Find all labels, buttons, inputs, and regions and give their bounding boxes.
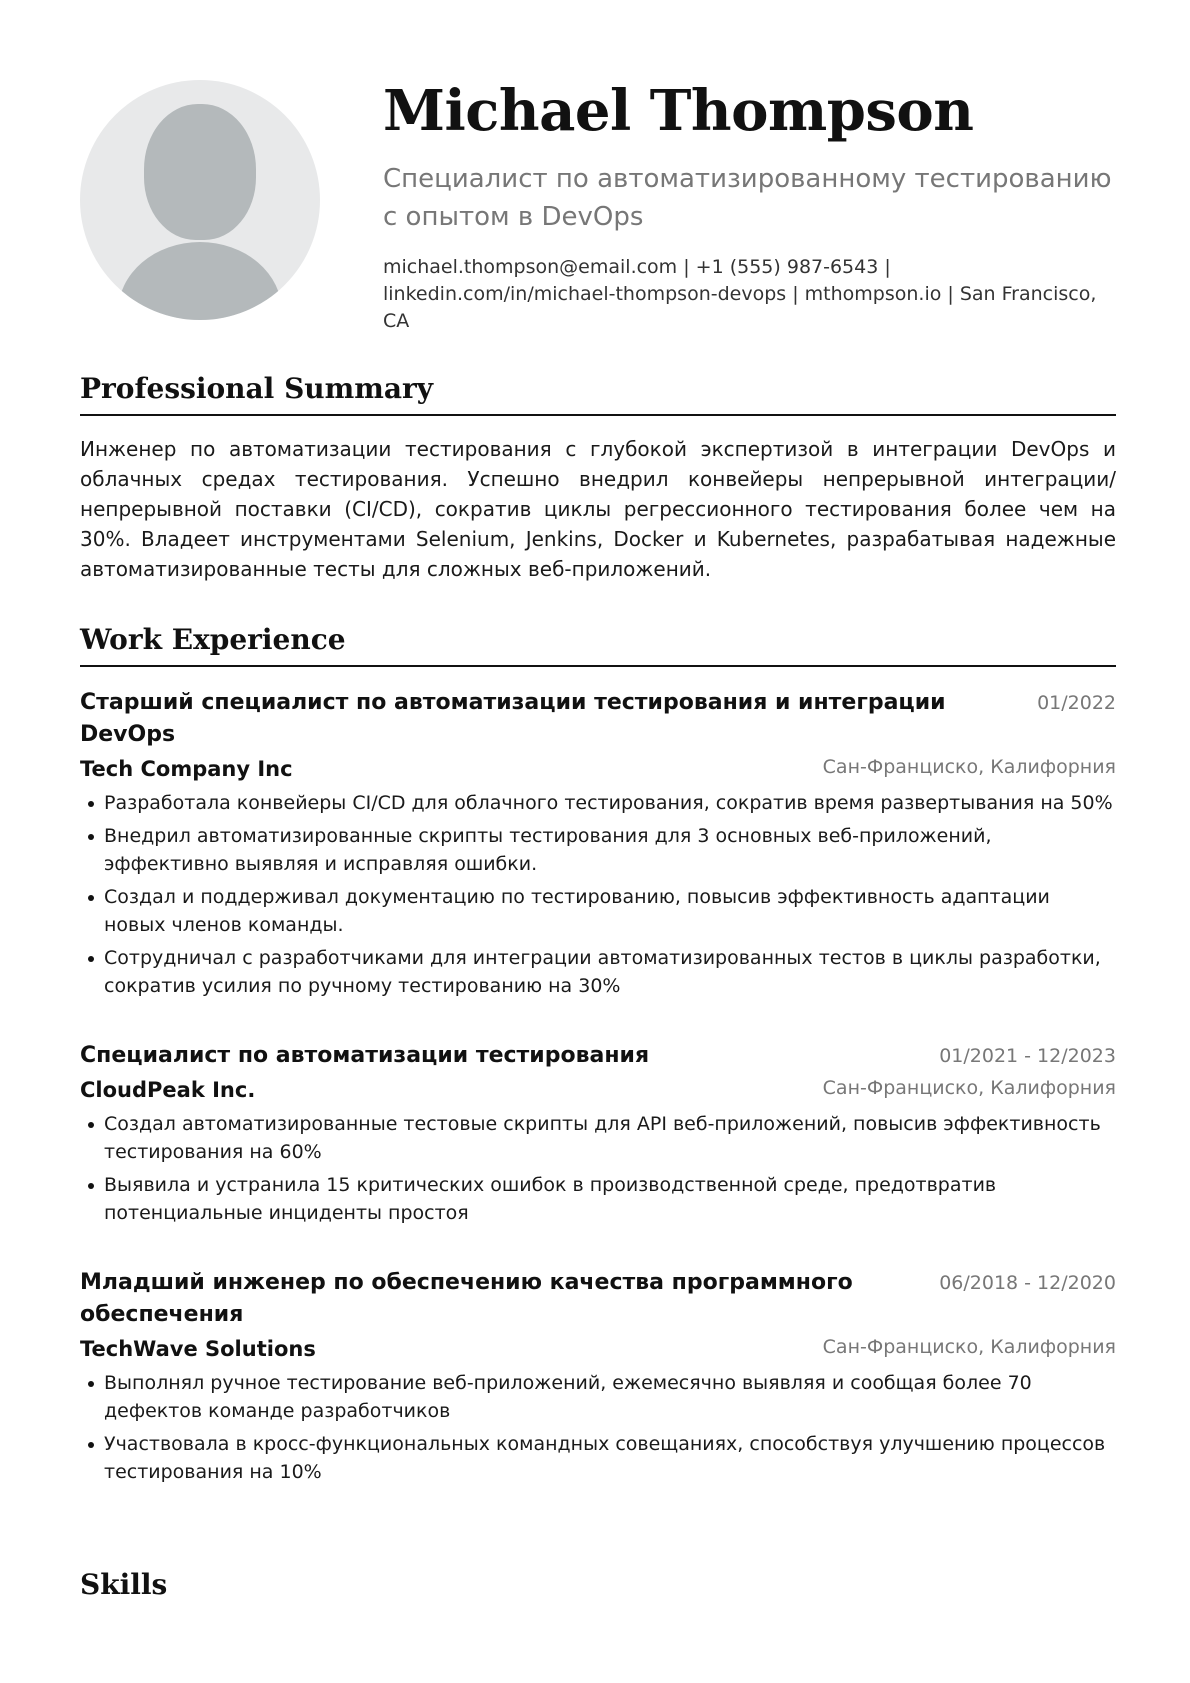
job-location: Сан-Франциско, Калифорния [822,1336,1116,1358]
job-bullet: Сотрудничал с разработчиками для интеграции автоматизированных тестов в циклы разработки, сократив усилия по ручному тестированию на 30% [80,944,1116,1000]
job-bullets [80,789,1116,1000]
job-title: Младший инженер по обеспечению качества программного обеспечения [80,1270,853,1327]
job-company: CloudPeak Inc. [80,1078,256,1102]
job-title: Специалист по автоматизации тестирования [80,1043,650,1068]
job-title: Старший специалист по автоматизации тестирования и интеграции DevOps [80,690,946,747]
job-bullet: Внедрил автоматизированные скрипты тестирования для 3 основных веб-приложений, эффективно выявляя и исправляя ошибки. [80,822,1116,878]
experience-heading: Work Experience [80,621,1116,667]
job-bullet: Участвовала в кросс-функциональных командных совещаниях, способствуя улучшению процессов тестирования на 10% [80,1430,1116,1486]
summary-section [80,370,1116,584]
skills-section [80,1566,1116,1610]
job-entry [80,687,1116,1000]
job-bullet: Создал и поддерживал документацию по тестированию, повысив эффективность адаптации новых членов команды. [80,883,1116,939]
job-location: Сан-Франциско, Калифорния [822,1077,1116,1099]
contact-line: michael.thompson@email.com | +1 (555) 987-6543 | linkedin.com/in/michael-thompson-devops | mthompson.io | San Francisco, CA [383,256,1097,332]
summary-heading: Professional Summary [80,370,1116,416]
resume-header [383,78,1123,335]
avatar-head-shape [144,104,256,240]
experience-section [80,621,1116,1491]
job-location: Сан-Франциско, Калифорния [822,756,1116,778]
avatar-shoulders-shape [118,242,282,320]
job-company: Tech Company Inc [80,757,293,781]
job-bullet: Создал автоматизированные тестовые скрипты для API веб-приложений, повысив эффективность тестирования на 60% [80,1110,1116,1166]
candidate-name: Michael Thompson [383,78,974,144]
job-date: 01/2022 [1037,692,1116,714]
job-bullet: Выполнял ручное тестирование веб-приложений, ежемесячно выявляя и сообщая более 70 дефектов команде разработчиков [80,1369,1116,1425]
job-company: TechWave Solutions [80,1337,316,1361]
skills-heading: Skills [80,1568,168,1601]
job-bullets [80,1110,1116,1227]
job-entry [80,1267,1116,1486]
job-bullet: Выявила и устранила 15 критических ошибок в производственной среде, предотвратив потенциальные инциденты простоя [80,1171,1116,1227]
candidate-subtitle: Специалист по автоматизированному тестированию с опытом в DevOps [383,164,1112,232]
job-entry [80,1040,1116,1227]
job-bullet: Разработала конвейеры CI/CD для облачного тестирования, сократив время развертывания на 50% [80,789,1116,817]
job-date: 01/2021 - 12/2023 [939,1045,1116,1067]
job-bullets [80,1369,1116,1486]
summary-text: Инженер по автоматизации тестирования с глубокой экспертизой в интеграции DevOps и облачных средах тестирования. Успешно внедрил конвейеры непрерывной интеграции/непрерывной поставки (CI/CD), сократив циклы регрессионного тестирования более чем на 30%. Владеет инструментами Selenium, Jenkins, Docker и Kubernetes, разрабатывая надежные автоматизированные тесты для сложных веб-приложений. [80,437,1116,581]
job-date: 06/2018 - 12/2020 [939,1272,1116,1294]
profile-avatar [80,80,320,320]
